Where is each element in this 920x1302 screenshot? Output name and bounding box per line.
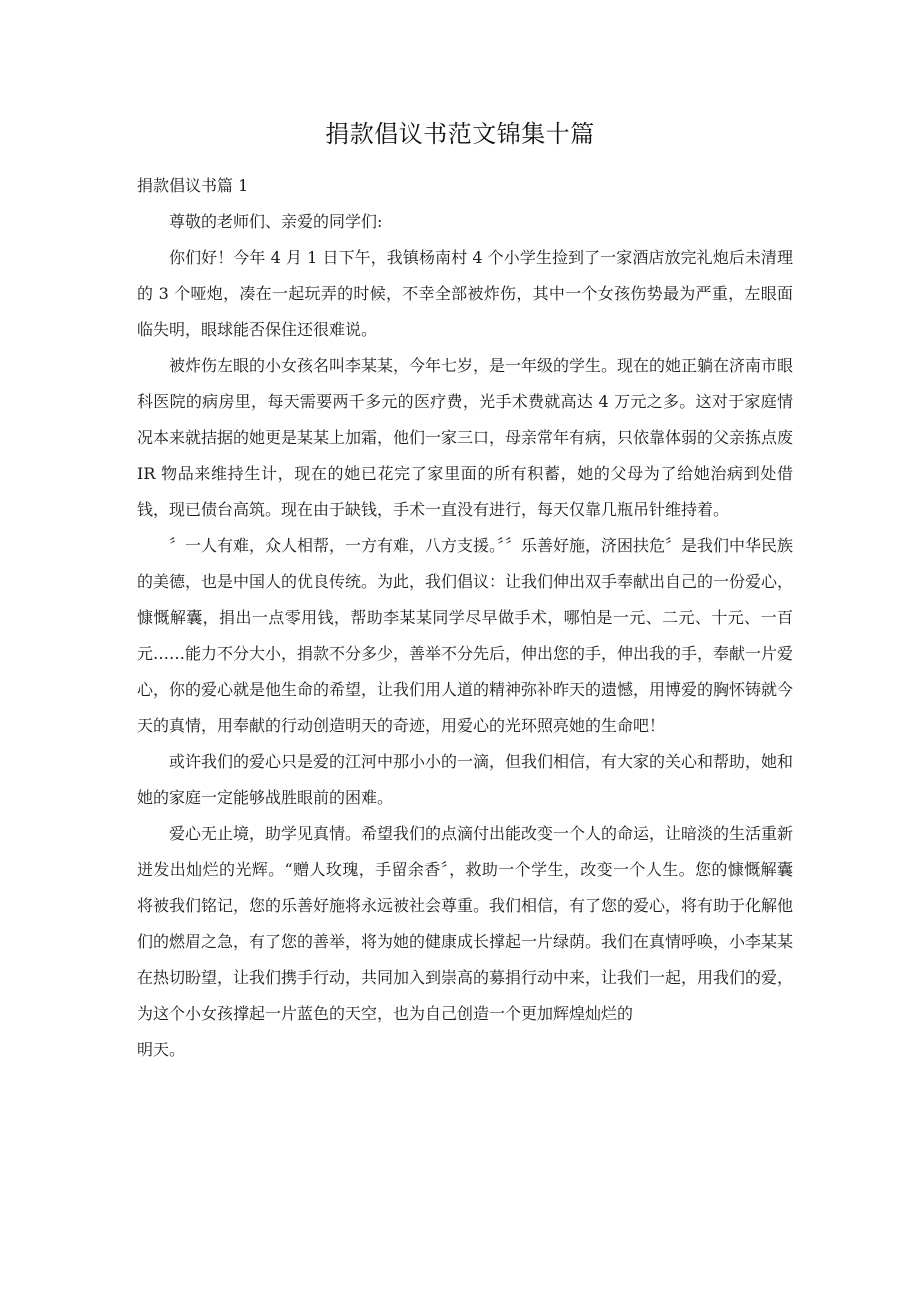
paragraph-1: 你们好！今年 4 月 1 日下午，我镇杨南村 4 个小学生捡到了一家酒店放完礼炮后未清理的 3 个哑炮，凑在一起玩弄的时候，不幸全部被炸伤，其中一个女孩伤势最为严重，左眼面临失明，眼球能否保住还很难说。 bbox=[137, 248, 793, 339]
paragraph-2: 被炸伤左眼的小女孩名叫李某某，今年七岁，是一年级的学生。现在的她正躺在济南市眼科医院的病房里，每天需要两千多元的医疗费，光手术费就高达 4 万元之多。这对于家庭情况本来就拮据的她更是某某上加霜，他们一家三口，母亲常年有病，只依靠体弱的父亲拣点废 IR 物品来维持生计，现在的她已花完了家里面的所有积蓄，她的父母为了给她治病到处借钱，现已债台高筑。现在由于缺钱，手术一直没有进行，每天仅靠几瓶吊针维持着。 bbox=[137, 356, 794, 519]
paragraph-3: 〞一人有难，众人相帮，一方有难，八方支援。〞〞乐善好施，济困扶危〞是我们中华民族的美德，也是中国人的优良传统。为此，我们倡议：让我们伸出双手奉献出自己的一份爱心，慷慨解囊，捐出一点零用钱，帮助李某某同学尽早做手术，哪怕是一元、二元、十元、一百元……能力不分大小，捐款不分多少，善举不分先后，伸出您的手，伸出我的手，奉献一片爱心，你的爱心就是他生命的希望，让我们用人道的精神弥补昨天的遗憾，用博爱的胸怀铸就今天的真情，用奉献的行动创造明天的奇迹，用爱心的光环照亮她的生命吧！ bbox=[137, 536, 794, 735]
salutation: 尊敬的老师们、亲爱的同学们: bbox=[169, 212, 383, 231]
paragraph-4: 或许我们的爱心只是爱的江河中那小小的一滴，但我们相信，有大家的关心和帮助，她和她的家庭一定能够战胜眼前的困难。 bbox=[137, 752, 794, 807]
document-body bbox=[137, 168, 793, 1068]
document-title: 捐款倡议书范文锦集十篇 bbox=[325, 120, 595, 148]
paragraph-5: 爱心无止境，助学见真情。希望我们的点滴付出能改变一个人的命运，让暗淡的生活重新迸发出灿烂的光辉。“赠人玫瑰，手留余香〞，救助一个学生，改变一个人生。您的慷慨解囊将被我们铭记，您的乐善好施将永远被社会尊重。我们相信，有了您的爱心，将有助于化解他们的燃眉之急，有了您的善举，将为她的健康成长撑起一片绿荫。我们在真情呼唤，小李某某在热切盼望，让我们携手行动，共同加入到崇高的募捐行动中来，让我们一起，用我们的爱，为这个小女孩撑起一片蓝色的天空，也为自己创造一个更加辉煌灿烂的 bbox=[137, 824, 794, 1023]
section-heading: 捐款倡议书篇 1 bbox=[137, 176, 249, 195]
closing-line: 明天。 bbox=[137, 1040, 186, 1059]
